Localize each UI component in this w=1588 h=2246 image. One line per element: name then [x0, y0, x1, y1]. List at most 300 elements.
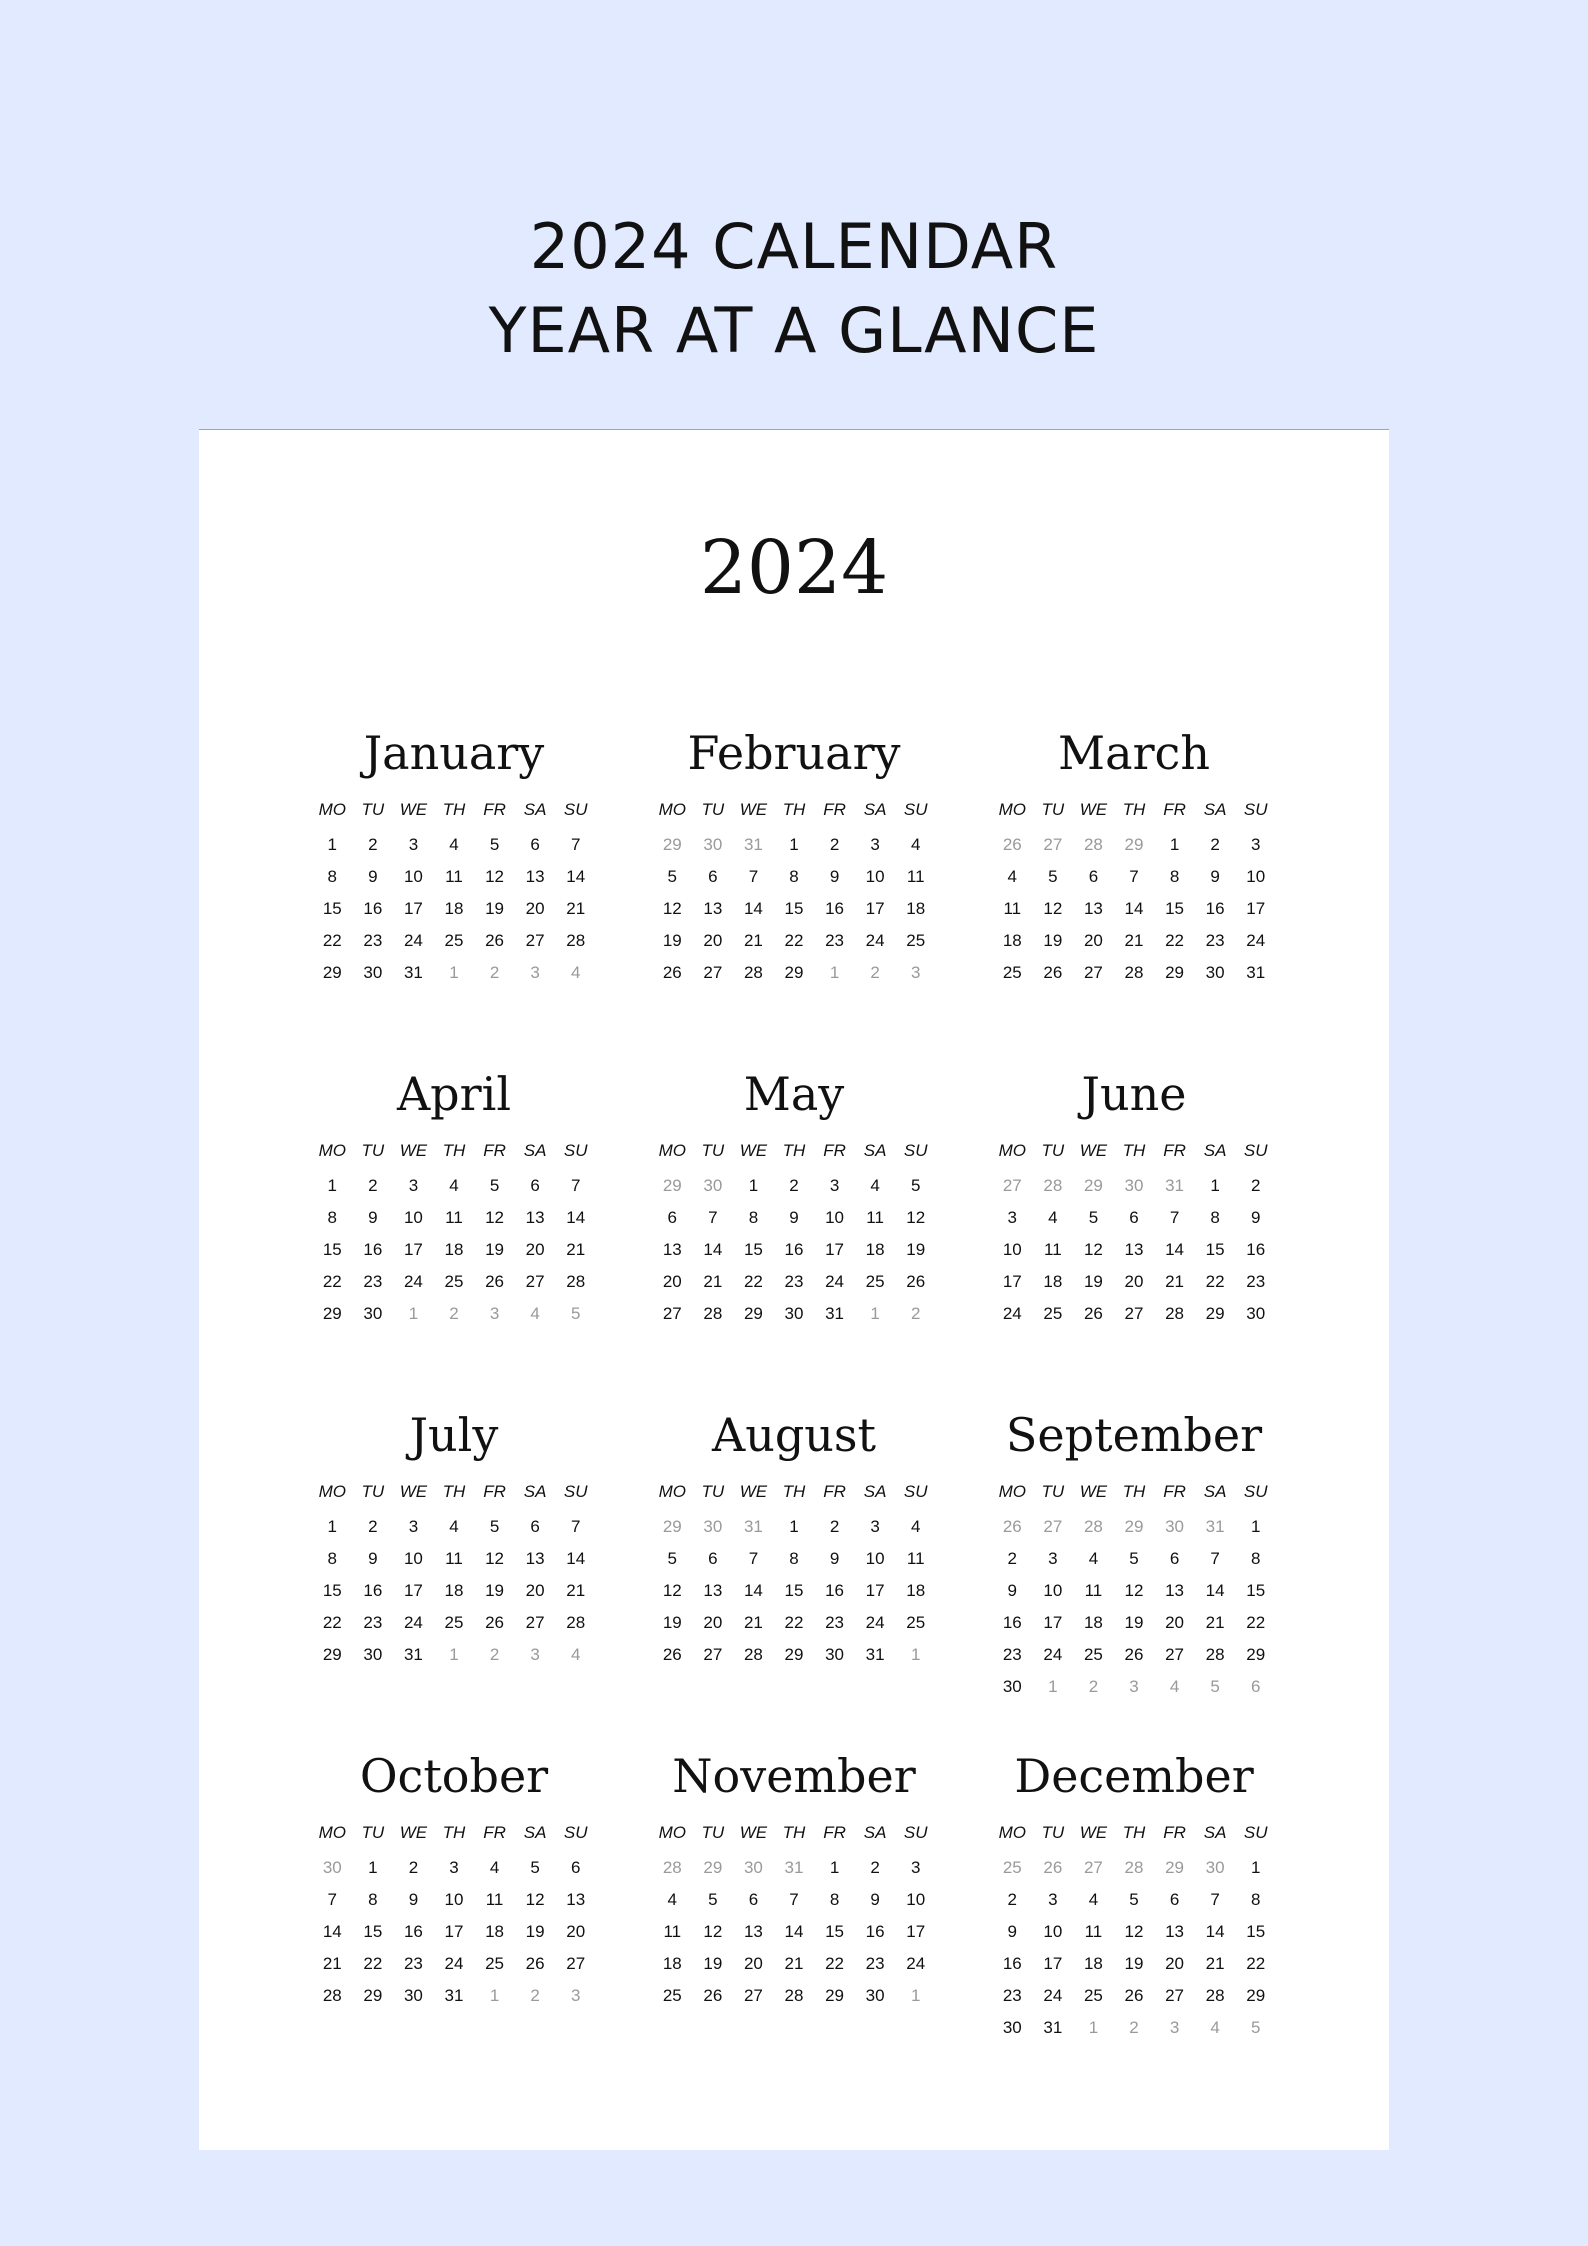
day-cell: 23 — [1002, 1986, 1022, 2005]
day-cell: 5 — [1129, 1890, 1139, 1909]
day-cell: 31 — [825, 1304, 845, 1323]
weekday-header — [652, 793, 936, 827]
weekday-label: WE — [399, 800, 428, 819]
day-cell: 3 — [570, 1986, 581, 2005]
day-cell: 24 — [825, 1272, 845, 1291]
day-cell: 29 — [1246, 1986, 1266, 2005]
day-cell: 29 — [662, 835, 682, 854]
day-cell: 30 — [363, 963, 383, 982]
week-row — [992, 2012, 1276, 2044]
day-cell: 28 — [1165, 1304, 1185, 1323]
day-cell: 28 — [703, 1304, 723, 1323]
day-cell: 4 — [449, 1176, 459, 1195]
week-row — [312, 957, 596, 989]
day-cell: 18 — [906, 1581, 926, 1600]
weekday-label: WE — [1079, 800, 1108, 819]
week-row — [992, 1884, 1276, 1916]
day-cell: 10 — [1043, 1922, 1063, 1941]
day-cell: 9 — [1007, 1581, 1018, 1600]
day-cell: 25 — [444, 931, 464, 950]
day-cell: 22 — [363, 1954, 383, 1973]
day-cell: 5 — [910, 1176, 921, 1195]
day-cell: 3 — [910, 1858, 921, 1877]
month-grid — [284, 723, 1304, 2087]
month-name: January — [363, 726, 545, 780]
day-cell: 1 — [1048, 1677, 1058, 1696]
day-cell: 20 — [662, 1272, 682, 1291]
day-cell: 22 — [1165, 931, 1185, 950]
day-cell: 19 — [485, 1581, 505, 1600]
day-cell: 23 — [363, 931, 383, 950]
day-cell: 20 — [525, 899, 545, 918]
day-cell: 19 — [703, 1954, 723, 1973]
weekday-label: FR — [823, 1482, 846, 1501]
day-cell: 21 — [1205, 1613, 1225, 1632]
day-cell: 8 — [789, 1549, 799, 1568]
day-cell: 6 — [530, 1517, 540, 1536]
day-cell: 31 — [403, 1645, 423, 1664]
day-cell: 11 — [485, 1890, 504, 1909]
day-cell: 22 — [784, 1613, 804, 1632]
day-cell: 23 — [865, 1954, 885, 1973]
week-row — [992, 1170, 1276, 1202]
day-cell: 13 — [1165, 1581, 1185, 1600]
month-august — [624, 1405, 964, 1746]
week-row — [992, 957, 1276, 989]
day-cell: 14 — [703, 1240, 723, 1259]
day-cell: 29 — [1205, 1304, 1225, 1323]
day-cell: 13 — [703, 1581, 723, 1600]
day-cell: 17 — [403, 1581, 423, 1600]
weekday-header — [992, 1475, 1276, 1509]
day-cell: 2 — [910, 1304, 921, 1323]
day-cell: 10 — [906, 1890, 926, 1909]
weekday-label: MO — [998, 1141, 1026, 1160]
day-cell: 11 — [445, 867, 463, 886]
day-cell: 16 — [363, 1240, 383, 1259]
weekday-label: FR — [823, 800, 846, 819]
day-cell: 19 — [525, 1922, 545, 1941]
weekday-label: MO — [318, 1141, 346, 1160]
weekday-label: SU — [903, 800, 928, 819]
weekday-label: SU — [1243, 800, 1268, 819]
day-cell: 10 — [403, 867, 423, 886]
day-cell: 15 — [825, 1922, 845, 1941]
day-cell: 6 — [708, 1549, 718, 1568]
week-row — [652, 1234, 936, 1266]
weekday-label: SA — [1203, 1823, 1227, 1842]
day-cell: 25 — [906, 931, 926, 950]
day-cell: 7 — [1169, 1208, 1180, 1227]
weekday-label: WE — [399, 1482, 428, 1501]
weekday-label: TH — [442, 800, 466, 819]
day-cell: 26 — [1043, 963, 1063, 982]
day-cell: 18 — [906, 899, 926, 918]
day-cell: 3 — [1129, 1677, 1139, 1696]
day-cell: 16 — [1205, 899, 1225, 918]
day-cell: 26 — [1002, 1517, 1022, 1536]
weekday-label: TH — [1122, 1141, 1146, 1160]
day-cell: 23 — [825, 1613, 845, 1632]
day-cell: 4 — [1088, 1890, 1099, 1909]
day-cell: 23 — [1002, 1645, 1022, 1664]
day-cell: 23 — [363, 1272, 383, 1291]
day-cell: 8 — [1210, 1208, 1220, 1227]
day-cell: 17 — [403, 899, 423, 918]
weekday-label: SU — [563, 800, 588, 819]
day-cell: 4 — [1048, 1208, 1058, 1227]
day-cell: 18 — [1043, 1272, 1063, 1291]
day-cell: 30 — [1246, 1304, 1266, 1323]
day-cell: 21 — [743, 931, 763, 950]
week-row — [652, 957, 936, 989]
weekday-label: TU — [701, 1823, 725, 1842]
day-cell: 7 — [708, 1208, 718, 1227]
day-cell: 12 — [1043, 899, 1063, 918]
week-row — [992, 1980, 1276, 2012]
day-cell: 24 — [1002, 1304, 1022, 1323]
day-cell: 10 — [1246, 867, 1266, 886]
week-row — [652, 1298, 936, 1330]
day-cell: 3 — [408, 835, 419, 854]
day-cell: 29 — [743, 1304, 763, 1323]
weekday-label: MO — [318, 1482, 346, 1501]
day-cell: 15 — [322, 1240, 342, 1259]
day-cell: 9 — [408, 1890, 419, 1909]
weekday-label: TU — [1041, 1482, 1065, 1501]
month-name: April — [396, 1067, 512, 1121]
day-cell: 5 — [708, 1890, 718, 1909]
day-cell: 30 — [1002, 1677, 1022, 1696]
day-cell: 3 — [1169, 2018, 1180, 2037]
weekday-label: TH — [1122, 800, 1146, 819]
day-cell: 8 — [789, 867, 799, 886]
day-cell: 17 — [444, 1922, 464, 1941]
day-cell: 27 — [703, 1645, 723, 1664]
day-cell: 19 — [1043, 931, 1063, 950]
day-cell: 29 — [322, 963, 342, 982]
day-cell: 1 — [408, 1304, 419, 1323]
day-cell: 20 — [525, 1581, 545, 1600]
day-cell: 10 — [1043, 1581, 1063, 1600]
day-cell: 16 — [1246, 1240, 1266, 1259]
day-cell: 24 — [1043, 1986, 1063, 2005]
day-cell: 30 — [865, 1986, 885, 2005]
day-cell: 1 — [1250, 1858, 1261, 1877]
day-cell: 12 — [525, 1890, 545, 1909]
day-cell: 3 — [408, 1176, 419, 1195]
day-cell: 6 — [667, 1208, 678, 1227]
day-cell: 29 — [1083, 1176, 1103, 1195]
day-cell: 25 — [485, 1954, 505, 1973]
day-cell: 25 — [906, 1613, 926, 1632]
day-cell: 7 — [327, 1890, 338, 1909]
day-cell: 2 — [489, 963, 500, 982]
day-cell: 6 — [1169, 1549, 1180, 1568]
day-cell: 7 — [1129, 867, 1139, 886]
day-cell: 14 — [743, 1581, 763, 1600]
week-row — [652, 925, 936, 957]
weekday-label: FR — [483, 1482, 506, 1501]
day-cell: 28 — [743, 1645, 763, 1664]
day-cell: 31 — [865, 1645, 885, 1664]
month-october — [284, 1746, 624, 2087]
weekday-label: TU — [361, 1141, 385, 1160]
day-cell: 8 — [748, 1208, 759, 1227]
week-row — [312, 1234, 596, 1266]
day-cell: 28 — [566, 931, 586, 950]
weekday-label: MO — [658, 1823, 686, 1842]
weekday-label: SA — [863, 1141, 887, 1160]
weekday-label: SA — [523, 1823, 547, 1842]
weekday-label: TU — [1041, 1141, 1065, 1160]
weekday-label: SA — [863, 1823, 887, 1842]
week-row — [992, 1266, 1276, 1298]
weekday-label: SA — [1203, 1482, 1227, 1501]
weekday-label: WE — [1079, 1141, 1108, 1160]
day-cell: 14 — [1205, 1922, 1225, 1941]
day-cell: 26 — [662, 963, 682, 982]
day-cell: 5 — [489, 835, 500, 854]
day-cell: 5 — [667, 867, 678, 886]
day-cell: 7 — [748, 1549, 759, 1568]
day-cell: 28 — [1124, 1858, 1144, 1877]
week-row — [992, 1234, 1276, 1266]
day-cell: 1 — [748, 1176, 759, 1195]
weekday-header — [312, 793, 596, 827]
day-cell: 21 — [566, 1240, 586, 1259]
month-name: October — [359, 1749, 549, 1803]
weekday-label: MO — [998, 800, 1026, 819]
day-cell: 18 — [865, 1240, 885, 1259]
day-cell: 15 — [743, 1240, 763, 1259]
day-cell: 21 — [784, 1954, 804, 1973]
day-cell: 4 — [530, 1304, 540, 1323]
day-cell: 20 — [525, 1240, 545, 1259]
day-cell: 17 — [865, 1581, 885, 1600]
day-cell: 13 — [525, 1208, 545, 1227]
day-cell: 4 — [1007, 867, 1018, 886]
day-cell: 15 — [784, 1581, 804, 1600]
week-row — [992, 1948, 1276, 1980]
weekday-label: SU — [563, 1141, 588, 1160]
day-cell: 9 — [1250, 1208, 1261, 1227]
weekday-header — [652, 1134, 936, 1168]
day-cell: 15 — [784, 899, 804, 918]
day-cell: 31 — [1246, 963, 1266, 982]
day-cell: 24 — [403, 931, 423, 950]
day-cell: 3 — [1250, 835, 1261, 854]
day-cell: 14 — [1205, 1581, 1225, 1600]
day-cell: 4 — [910, 835, 921, 854]
weekday-label: FR — [1163, 800, 1186, 819]
day-cell: 27 — [1124, 1304, 1144, 1323]
week-row — [652, 1543, 936, 1575]
week-row — [992, 1852, 1276, 1884]
weekday-label: FR — [1163, 1482, 1186, 1501]
day-cell: 7 — [570, 835, 581, 854]
week-row — [652, 829, 936, 861]
month-may — [624, 1064, 964, 1405]
day-cell: 28 — [1205, 1645, 1225, 1664]
day-cell: 1 — [870, 1304, 880, 1323]
weekday-header — [992, 1134, 1276, 1168]
weekday-label: TU — [701, 800, 725, 819]
week-row — [652, 1266, 936, 1298]
day-cell: 24 — [865, 1613, 885, 1632]
week-row — [652, 861, 936, 893]
day-cell: 2 — [408, 1858, 419, 1877]
week-row — [992, 1575, 1276, 1607]
day-cell: 5 — [1088, 1208, 1099, 1227]
day-cell: 29 — [784, 963, 804, 982]
day-cell: 26 — [485, 1613, 505, 1632]
day-cell: 16 — [825, 899, 845, 918]
month-january — [284, 723, 624, 1064]
day-cell: 24 — [906, 1954, 926, 1973]
weekday-label: SA — [1203, 800, 1227, 819]
day-cell: 15 — [322, 1581, 342, 1600]
day-cell: 30 — [363, 1304, 383, 1323]
week-row — [992, 1511, 1276, 1543]
day-cell: 22 — [322, 1613, 342, 1632]
day-cell: 1 — [327, 1176, 338, 1195]
week-row — [652, 1948, 936, 1980]
day-cell: 2 — [1007, 1549, 1018, 1568]
day-cell: 4 — [489, 1858, 500, 1877]
month-name: August — [711, 1408, 876, 1462]
weekday-header — [312, 1134, 596, 1168]
day-cell: 11 — [445, 1208, 463, 1227]
day-cell: 14 — [1165, 1240, 1185, 1259]
week-row — [992, 1916, 1276, 1948]
day-cell: 7 — [748, 867, 759, 886]
day-cell: 12 — [662, 899, 682, 918]
day-cell: 16 — [1002, 1613, 1022, 1632]
weekday-label: WE — [739, 800, 768, 819]
weekday-label: WE — [399, 1823, 428, 1842]
day-cell: 17 — [865, 899, 885, 918]
day-cell: 29 — [703, 1858, 723, 1877]
day-cell: 2 — [1250, 1176, 1261, 1195]
day-cell: 1 — [327, 835, 338, 854]
day-cell: 24 — [1246, 931, 1266, 950]
day-cell: 27 — [743, 1986, 763, 2005]
day-cell: 22 — [1246, 1954, 1266, 1973]
day-cell: 22 — [784, 931, 804, 950]
day-cell: 26 — [1083, 1304, 1103, 1323]
day-cell: 21 — [1124, 931, 1144, 950]
weekday-label: MO — [998, 1482, 1026, 1501]
day-cell: 31 — [743, 1517, 763, 1536]
week-row — [312, 1980, 596, 2012]
month-name: September — [1005, 1408, 1263, 1462]
day-cell: 2 — [1007, 1890, 1018, 1909]
day-cell: 22 — [743, 1272, 763, 1291]
day-cell: 1 — [368, 1858, 378, 1877]
week-row — [312, 1511, 596, 1543]
weekday-label: TH — [1122, 1482, 1146, 1501]
day-cell: 19 — [906, 1240, 926, 1259]
day-cell: 17 — [906, 1922, 926, 1941]
weekday-label: WE — [739, 1823, 768, 1842]
month-name: November — [672, 1749, 916, 1803]
day-cell: 17 — [1002, 1272, 1022, 1291]
day-cell: 30 — [1205, 963, 1225, 982]
day-cell: 25 — [444, 1613, 464, 1632]
weekday-label: TU — [1041, 800, 1065, 819]
day-cell: 25 — [1043, 1304, 1063, 1323]
day-cell: 6 — [1129, 1208, 1139, 1227]
day-cell: 9 — [368, 1549, 378, 1568]
week-row — [312, 1575, 596, 1607]
day-cell: 21 — [1205, 1954, 1225, 1973]
day-cell: 18 — [1083, 1954, 1103, 1973]
weekday-label: FR — [823, 1141, 846, 1160]
day-cell: 18 — [444, 899, 464, 918]
weekday-label: TH — [442, 1482, 466, 1501]
day-cell: 30 — [703, 835, 723, 854]
day-cell: 6 — [570, 1858, 581, 1877]
day-cell: 17 — [825, 1240, 845, 1259]
day-cell: 9 — [1210, 867, 1220, 886]
day-cell: 3 — [870, 1517, 880, 1536]
weekday-label: SU — [1243, 1482, 1268, 1501]
day-cell: 25 — [1002, 1858, 1022, 1877]
week-row — [312, 1298, 596, 1330]
day-cell: 31 — [784, 1858, 804, 1877]
day-cell: 20 — [1083, 931, 1103, 950]
day-cell: 30 — [322, 1858, 342, 1877]
day-cell: 2 — [530, 1986, 540, 2005]
day-cell: 14 — [566, 1549, 586, 1568]
day-cell: 13 — [1165, 1922, 1185, 1941]
day-cell: 23 — [825, 931, 845, 950]
day-cell: 24 — [1043, 1645, 1063, 1664]
day-cell: 20 — [703, 1613, 723, 1632]
day-cell: 19 — [1083, 1272, 1103, 1291]
day-cell: 31 — [743, 835, 763, 854]
weekday-label: MO — [658, 1482, 686, 1501]
day-cell: 3 — [910, 963, 921, 982]
weekday-label: WE — [399, 1141, 428, 1160]
day-cell: 24 — [865, 931, 885, 950]
day-cell: 29 — [322, 1304, 342, 1323]
day-cell: 2 — [1088, 1677, 1099, 1696]
day-cell: 4 — [1169, 1677, 1180, 1696]
day-cell: 16 — [825, 1581, 845, 1600]
day-cell: 13 — [703, 899, 723, 918]
day-cell: 23 — [1246, 1272, 1266, 1291]
day-cell: 24 — [403, 1613, 423, 1632]
weekday-label: MO — [318, 1823, 346, 1842]
weekday-label: FR — [1163, 1141, 1186, 1160]
day-cell: 6 — [530, 1176, 540, 1195]
day-cell: 26 — [485, 931, 505, 950]
day-cell: 30 — [703, 1176, 723, 1195]
weekday-label: SU — [1243, 1141, 1268, 1160]
week-row — [312, 1607, 596, 1639]
day-cell: 4 — [1210, 2018, 1220, 2037]
week-row — [992, 893, 1276, 925]
day-cell: 31 — [1165, 1176, 1185, 1195]
day-cell: 9 — [368, 1208, 378, 1227]
day-cell: 12 — [1124, 1581, 1144, 1600]
day-cell: 1 — [910, 1986, 921, 2005]
day-cell: 2 — [449, 1304, 459, 1323]
week-row — [992, 829, 1276, 861]
week-row — [992, 1639, 1276, 1671]
